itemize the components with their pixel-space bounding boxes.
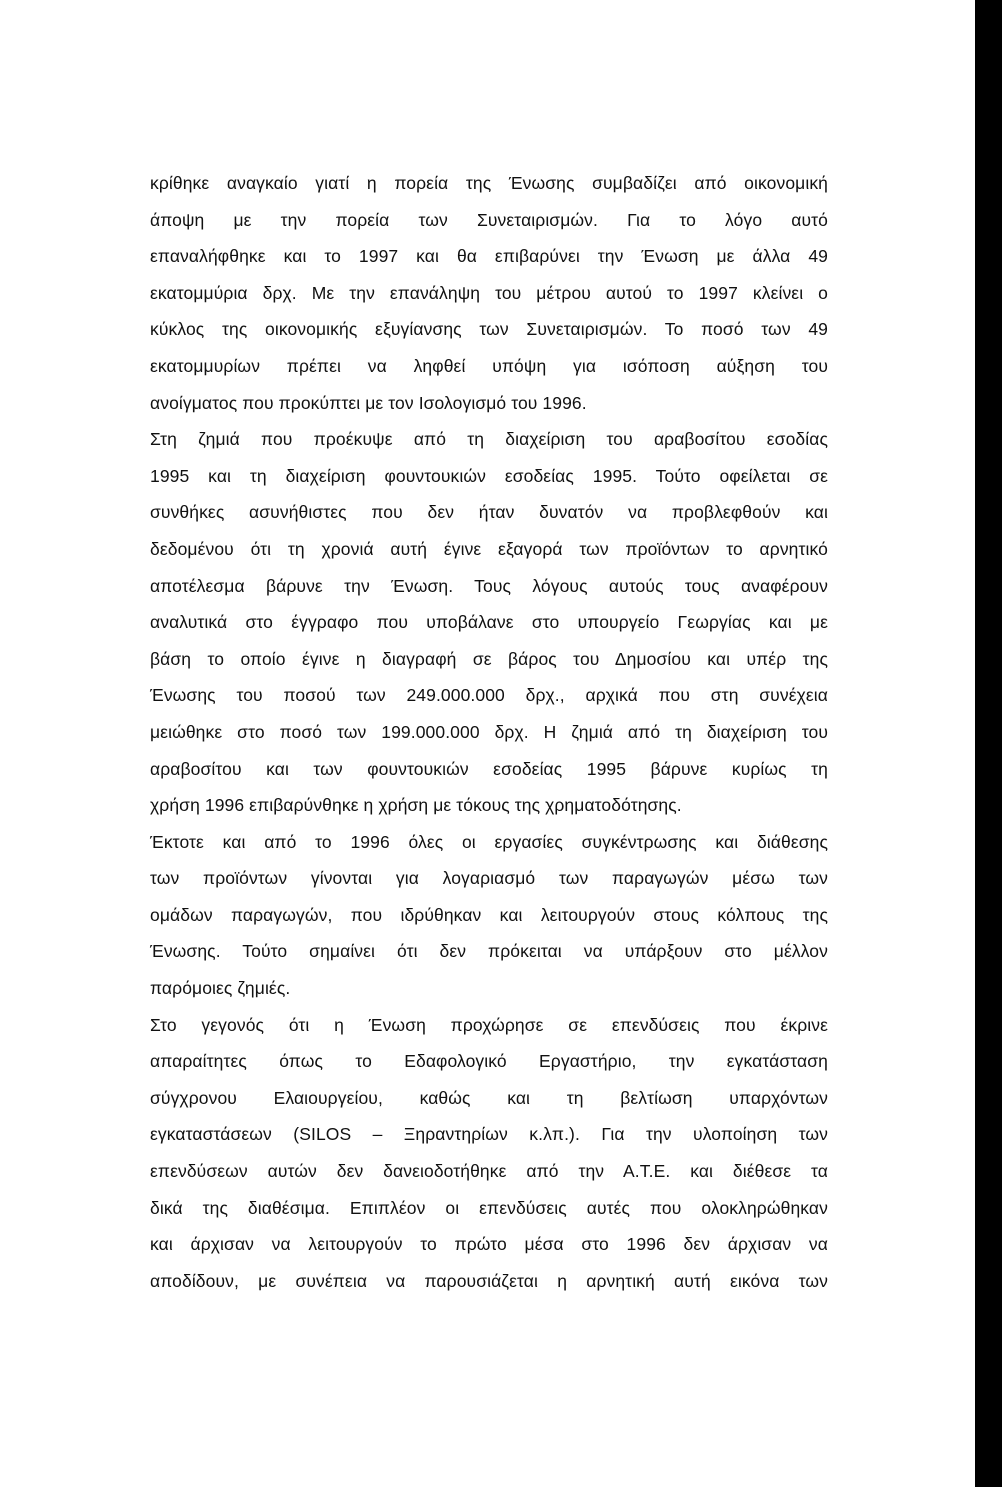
text-line: συνθήκες ασυνήθιστες που δεν ήταν δυνατόν να προβλεφθούν και (150, 502, 828, 523)
text-line: σύγχρονου Ελαιουργείου, καθώς και τη βελτίωση υπαρχόντων (150, 1087, 828, 1108)
body-text (150, 165, 828, 1299)
text-line: βάση το οποίο έγινε η διαγραφή σε βάρος του Δημοσίου και υπέρ της (150, 648, 828, 669)
text-line: αποτέλεσμα βάρυνε την Ένωση. Τους λόγους αυτούς τους αναφέρουν (150, 575, 828, 596)
text-line: 1995 και τη διαχείριση φουντουκιών εσοδείας 1995. Τούτο οφείλεται σε (150, 465, 828, 486)
text-line: των προϊόντων γίνονται για λογαριασμό των παραγωγών μέσω των (150, 868, 828, 889)
text-line: κύκλος της οικονομικής εξυγίανσης των Συνεταιρισμών. Το ποσό των 49 (150, 319, 828, 340)
text-line: ομάδων παραγωγών, που ιδρύθηκαν και λειτουργούν στους κόλπους της (150, 904, 828, 925)
text-line: Ένωσης. Τούτο σημαίνει ότι δεν πρόκειται να υπάρξουν στο μέλλον (150, 941, 828, 962)
text-line: επαναλήφθηκε και το 1997 και θα επιβαρύνει την Ένωση με άλλα 49 (150, 246, 828, 267)
text-line: χρήση 1996 επιβαρύνθηκε η χρήση με τόκους της χρηματοδότησης. (150, 795, 682, 816)
text-line: εκατομμυρίων πρέπει να ληφθεί υπόψη για ισόποση αύξηση του (150, 355, 828, 376)
text-line: κρίθηκε αναγκαίο γιατί η πορεία της Ένωσης συμβαδίζει από οικονομική (150, 173, 828, 193)
text-line: μειώθηκε στο ποσό των 199.000.000 δρχ. Η ζημιά από τη διαχείριση του (150, 721, 828, 742)
text-line: δεδομένου ότι τη χρονιά αυτή έγινε εξαγορά των προϊόντων το αρνητικό (150, 538, 828, 559)
text-line: ανοίγματος που προκύπτει με τον Ισολογισμό του 1996. (150, 392, 587, 413)
text-line: αραβοσίτου και των φουντουκιών εσοδείας 1995 βάρυνε κυρίως τη (150, 758, 828, 779)
text-line: επενδύσεων αυτών δεν δανειοδοτήθηκε από την Α.Τ.Ε. και διέθεσε τα (150, 1161, 828, 1182)
text-line: απαραίτητες όπως το Εδαφολογικό Εργαστήριο, την εγκατάσταση (150, 1051, 828, 1072)
text-line: παρόμοιες ζημιές. (150, 978, 291, 999)
text-line: Ένωσης του ποσού των 249.000.000 δρχ., αρχικά που στη συνέχεια (150, 685, 828, 706)
text-line: αποδίδουν, με συνέπεια να παρουσιάζεται η αρνητική αυτή εικόνα των (150, 1270, 828, 1291)
text-line: Έκτοτε και από το 1996 όλες οι εργασίες συγκέντρωσης και διάθεσης (150, 831, 828, 852)
text-line: εκατομμύρια δρχ. Με την επανάληψη του μέτρου αυτού το 1997 κλείνει ο (150, 282, 828, 303)
text-line: Στο γεγονός ότι η Ένωση προχώρησε σε επενδύσεις που έκρινε (150, 1014, 828, 1035)
text-line: άποψη με την πορεία των Συνεταιρισμών. Για το λόγο αυτό (150, 209, 828, 230)
text-line: Στη ζημιά που προέκυψε από τη διαχείριση του αραβοσίτου εσοδίας (150, 429, 828, 450)
text-line: αναλυτικά στο έγγραφο που υποβάλανε στο υπουργείο Γεωργίας και με (150, 612, 828, 633)
text-line: εγκαταστάσεων (SILOS – Ξηραντηρίων κ.λπ.). Για την υλοποίηση των (150, 1124, 828, 1145)
scan-edge-border (975, 0, 1002, 1487)
text-line: και άρχισαν να λειτουργούν το πρώτο μέσα στο 1996 δεν άρχισαν να (150, 1234, 828, 1255)
text-line: δικά της διαθέσιμα. Επιπλέον οι επενδύσεις αυτές που ολοκληρώθηκαν (150, 1197, 828, 1218)
